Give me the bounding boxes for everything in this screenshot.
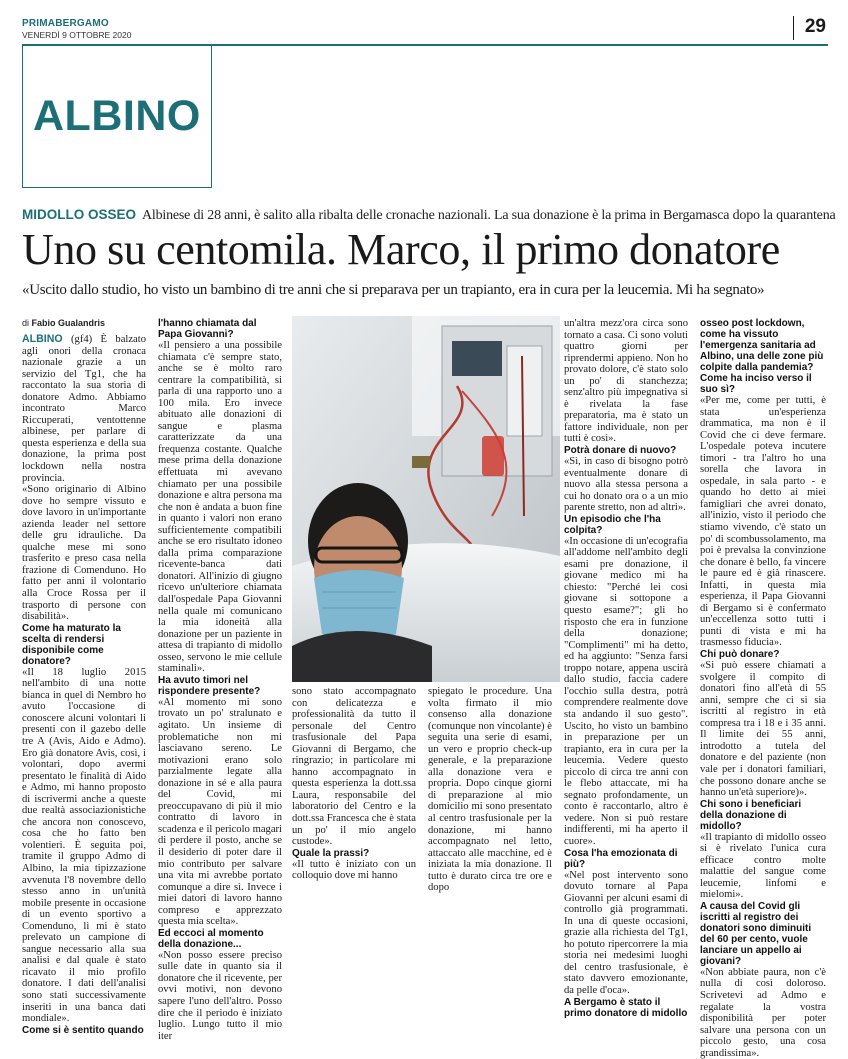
section-title: ALBINO <box>33 92 201 140</box>
publication-date: VENERDÌ 9 OTTOBRE 2020 <box>22 30 132 40</box>
paragraph: «Il 18 luglio 2015 nell'ambito di una notte bianca in quel di Nembro ho avuto l'occasione di conoscere alcuni volontari li presenti con il gazebo delle tre A (Avis, Aido e Admo). Ero già donatore Avis, così, i volontari, dopo avermi presentato le finalità di Aido e Admo, mi hanno proposto di iscrivermi anche a queste due realtà associazionistiche che ancora non conoscevo, cosa che ho fatto ben volentieri. È seguita poi, tramite il gruppo Admo di Albino, la mia tipizzazione avvenuta l'8 novembre dello stesso anno in un'unità mobile presente in occasione di un evento sportivo a Comenduno, lì mi è stato prelevato un campione di sangue necessario alla sua analisi e dal quale è stato ricavato il mio profilo donatore. I dati dell'analisi sono stati successivamente inseriti in una banca dati mondiale». <box>22 666 146 1025</box>
interview-question: Ha avuto timori nel rispondere presente? <box>158 674 261 697</box>
article-column-6 <box>700 318 826 1059</box>
interview-question: l'hanno chiamata dal Papa Giovanni? <box>158 318 257 340</box>
interview-question: Un episodio che l'ha colpita? <box>564 513 661 536</box>
headline: Uno su centomila. Marco, il primo donatore <box>22 225 780 274</box>
lead-tag: ALBINO <box>22 333 63 345</box>
page-number-divider <box>793 16 794 40</box>
paragraph: sono stato accompagnato con delicatezza e professionalità da tutto il personale del Centro trasfusionale del Papa Giovanni di Bergamo, che ringrazio; in particolare mi hanno accompagnato in questa esperienza la dott.ssa Laura, responsabile del laboratorio del Centro e la dott.ssa Francesca che è stata un po' il mio angelo custode». <box>292 686 416 848</box>
paragraph: «Sono originario di Albino dove ho sempre vissuto e dove lavoro in un'importante azienda leader nel settore delle gru idrauliche. Da qualche mese mi sono trasferito e preso casa nella frazione di Comenduno. Ho fatto per anni il volontario alla Croce Rossa per il trasporto di persone con disabilità». <box>22 484 146 623</box>
article-column-4 <box>428 686 552 894</box>
hospital-selfie-photo <box>292 316 560 682</box>
interview-question: Chi può donare? <box>700 649 780 661</box>
paragraph <box>22 334 146 484</box>
interview-question: Come si è sentito quando <box>22 1024 144 1036</box>
kicker-tag: MIDOLLO OSSEO <box>22 207 137 222</box>
photo-illustration <box>292 316 560 682</box>
paragraph: «In occasione di un'ecografia all'addome nell'ambito degli esami pre donazione, il giovane medico mi ha chiesto: "Perché lei così giovane si sottopone a questo esame?"; gli ho risposto che era in funzione della donazione; "Complimenti" mi ha detto, ed ha aggiunto: "Senza farsi troppo notare, appena uscirà dallo studio, faccia cadere l'occhio sulla destra, potrà comprendere realmente dove sta andando il suo gesto". Uscito, ho visto un bambino in preparazione per un trapianto, era in cura per la leucemia. Vedere questo piccolo di circa tre anni con le flebo attaccate, mi ha segnato profondamente, un conto è raccontarlo, altro è vedere. Non si può restare indifferenti, mi ha aperto il cuore». <box>564 535 688 847</box>
interview-question: osseo post lockdown, come ha vissuto l'emergenza sanitaria ad Albino, una delle zone più colpite dalla pandemia? Come ha inciso verso il suo sì? <box>700 318 824 395</box>
paragraph-text: (gf4) È balzato agli onori della cronaca nazionale grazie a un servizio del Tg1, che ha raccontato la sua storia di donatore Admo. Abbiamo incontrato Marco Riccuperati, ventottenne albinese, per parlare di questa esperienza e della sua donazione, la prima post lockdown nella nostra provincia. <box>22 334 146 484</box>
page-number: 29 <box>804 16 826 37</box>
interview-question: Ed eccoci al momento della donazione... <box>158 927 264 950</box>
interview-question: Quale la prassi? <box>292 847 370 859</box>
byline <box>22 318 105 328</box>
interview-question: Cosa l'ha emozionata di più? <box>564 847 678 870</box>
paragraph: «Il pensiero a una possibile chiamata c'è sempre stato, anche se è molto raro centrare la compatibilità, si parla di una rapporto uno a 100 mila. Ero invece abituato alle donazioni di sangue e plasma caratterizzate da una frequenza costante. Qualche mese prima della donazione effettuata mi avevano chiamato per una possibile donazione e altra persona ma che non è andata a buon fine in quanto i valori non erano sufficientemente compatibili anche se ero risultato idoneo dalla prima comparazione ricevente-banca dati donatori. All'inizio di giugno ricevo un'ulteriore chiamata dall'ospedale Papa Giovanni nella quale mi comunicano la mia idoneità alla donazione per un paziente in attesa di trapianto di midollo osseo, servono le mie cellule staminali». <box>158 340 282 675</box>
paragraph: «Nel post intervento sono dovuto tornare al Papa Giovanni per alcuni esami di controllo già programmati. In una di queste occasioni, grazie alla richiesta del Tg1, ho potuto ripercorrere la mia storia nei medesimi luoghi del centro trasfusionale, è stato davvero emozionante, da pelle d'oca». <box>564 869 688 996</box>
interview-question: Chi sono i beneficiari della donazione di midollo? <box>700 798 802 832</box>
article-column-3 <box>292 686 416 882</box>
paragraph: «Il tutto è iniziato con un colloquio dove mi hanno <box>292 858 416 882</box>
masthead <box>22 18 828 42</box>
paragraph: «Al momento mi sono trovato un po' stralunato e agitato. Un insieme di problematiche non mi lasciavano sereno. Le motivazioni erano solo parzialmente legate alla donazione in sé e alla paura del Covid, mi preoccupavano di più il mio contratto di lavoro in scadenza e il pericolo magari di perdere il posto, anche se il desiderio di poter dare il mio contributo per salvare una vita mi avrebbe portato comunque a dire sì. Invece i miei datori di lavoro hanno compreso e apprezzato questa mia scelta». <box>158 696 282 928</box>
section-box <box>22 46 212 188</box>
subheadline: «Uscito dallo studio, ho visto un bambino di tre anni che si preparava per un trapianto, era in cura per la leucemia. Mi ha segnato» <box>22 282 765 298</box>
article-column-5 <box>564 318 688 1019</box>
paragraph: spiegato le procedure. Una volta firmato il mio consenso alla donazione (comunque non vincolante) è seguita una serie di esami, un vero e proprio check-up generale, e la preparazione alla donazione vera e propria. Dopo cinque giorni di preparazione al mio domicilio mi sono presentato al centro trasfusionale per la donazione, mi hanno accompagnato nel letto, attaccato alle macchine, ed è iniziata la mia donazione. Il tutto è durato circa tre ore e dopo <box>428 686 552 894</box>
paragraph: «Sì, in caso di bisogno potrò eventualmente donare di nuovo alla stessa persona a cui ho donato ora o a un mio parente stretto, non ad altri». <box>564 456 688 514</box>
article-column-2 <box>158 318 282 1042</box>
paragraph: «Non posso essere preciso sulle date in quanto sia il donatore che il ricevente, per ovvi motivi, non devono sapere l'uno dell'altro. Posso dire che il periodo è iniziato luglio. Lungo tutto il mio iter <box>158 949 282 1042</box>
kicker <box>22 206 836 224</box>
interview-question: Potrà donare di nuovo? <box>564 445 677 457</box>
interview-question: A Bergamo è stato il primo donatore di midollo <box>564 996 688 1019</box>
paragraph: un'altra mezz'ora circa sono tornato a casa. Ci sono voluti quattro giorni per riprendermi appieno. Non ho provato dolore, c'è stato solo un po' di stanchezza; senz'altro più impegnativa si è rivelata la fase preparatoria, ma è stato un fattore individuale, non per tutti è così». <box>564 318 688 445</box>
publication-name: PRIMABERGAMO <box>22 18 109 29</box>
paragraph: «Per me, come per tutti, è stata un'esperienza drammatica, ma non è il Covid che ci deve fermare. L'ospedale poteva incutere timori - tra l'altro ho una sorella che lavora in ospedale, in sala parto - e quando ho detto ai miei famigliari che avrei donato, all'inizio, visto il periodo che stiamo vivendo, c'è stato un po' di scombussolamento, ma poi è prevalsa la convinzione che donare è bello, fa vincere le paure ed è già rinascere. Infatti, in questa mia esperienza, il Papa Giovanni di Bergamo si è confermato un'eccellenza sotto tutti i punti di vista e mi ha trasmesso fiducia». <box>700 395 826 649</box>
paragraph: «Il trapianto di midollo osseo si è rivelato l'unica cura efficace contro molte malattie del sangue come leucemie, linfomi e mielomi». <box>700 831 826 901</box>
interview-question: Come ha maturato la scelta di rendersi disponibile come donatore? <box>22 622 121 667</box>
kicker-text: Albinese di 28 anni, è salito alla ribalta delle cronache nazionali. La sua donazione è la prima in Bergamasca dopo la quarantena <box>142 208 836 223</box>
byline-author: Fabio Gualandris <box>31 318 106 328</box>
byline-prefix: di <box>22 318 30 328</box>
paragraph: «Non abbiate paura, non c'è nulla di così doloroso. Scrivetevi ad Admo e regalate la vostra disponibilità per poter salvare una persona con un piccolo gesto, una cosa grandissima». <box>700 966 826 1059</box>
article-column-1 <box>22 333 146 1036</box>
paragraph: «Si può essere chiamati a svolgere il compito di donatori fino all'età di 55 anni, sempre che ci si sia iscritti al registro in età compresa tra i 18 e i 35 anni. Il limite dei 55 anni, introdotto a tutela del donatore e del paziente (non vale per i donatori familiari, che possono donare anche se hanno un'età superiore)». <box>700 660 826 799</box>
interview-question: A causa del Covid gli iscritti al registro dei donatori sono diminuiti del 60 per cento, vuole lanciare un appello ai giovani? <box>700 900 812 967</box>
